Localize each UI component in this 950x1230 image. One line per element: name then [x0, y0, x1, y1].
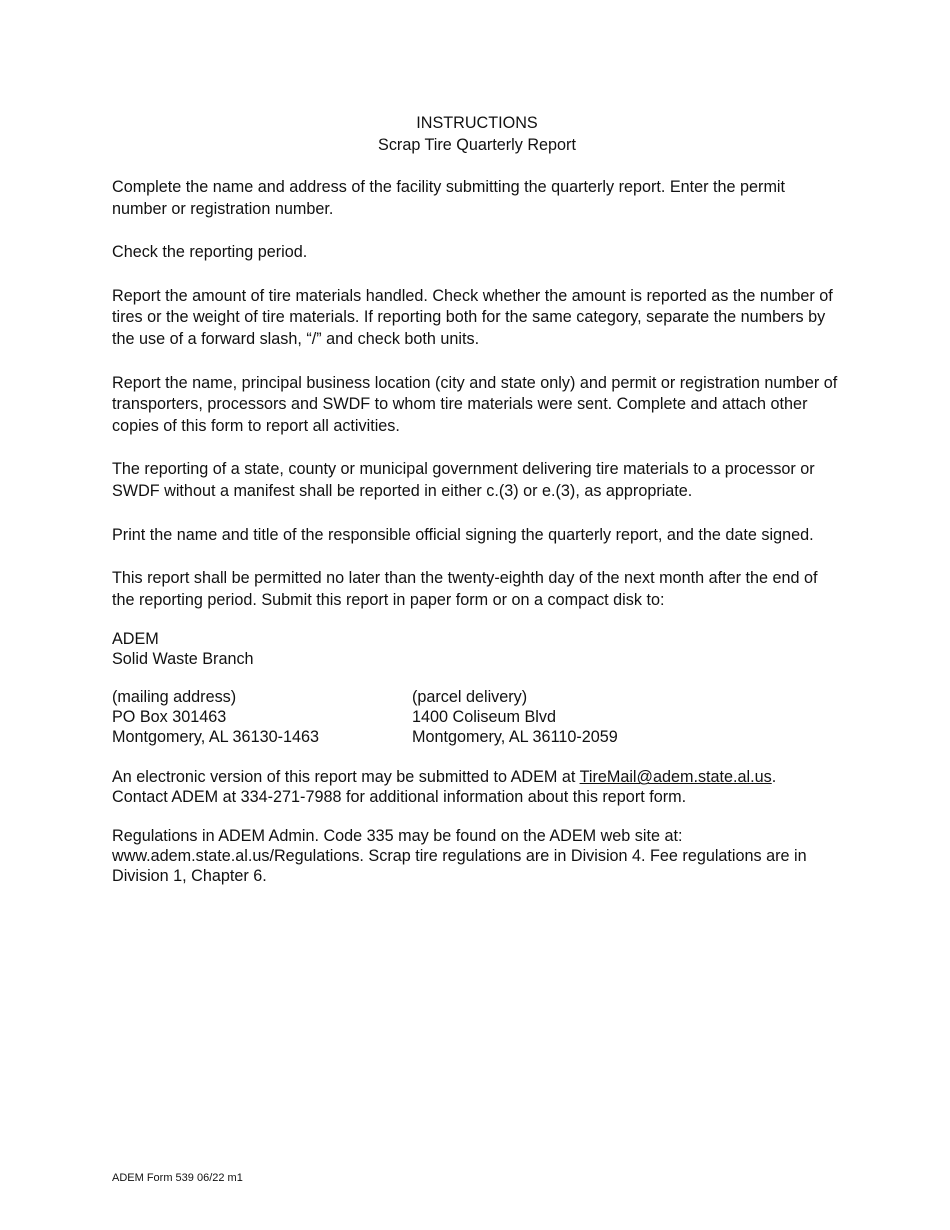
mailing-address — [112, 687, 412, 747]
instruction-period: Check the reporting period. — [112, 243, 308, 262]
instructions-page — [112, 112, 842, 908]
instruction-deadline: This report shall be permitted no later than the twenty-eighth day of the next month after the end of the reporting period. Submit this report in paper form or on a compact disk to: — [112, 569, 818, 609]
instruction-government: The reporting of a state, county or municipal government delivering tire materials to a processor or SWDF without a manifest shall be reported in either c.(3) or e.(3), as appropriate. — [112, 460, 815, 500]
instruction-amount: Report the amount of tire materials handled. Check whether the amount is reported as the number of tires or the weight of tire materials. If reporting both for the same category, separate the numbers by the use of a forward slash, “/” and check both units. — [112, 286, 833, 348]
parcel-line2: Montgomery, AL 36110-2059 — [412, 728, 618, 747]
agency-block — [112, 629, 842, 669]
mailing-line2: Montgomery, AL 36130-1463 — [112, 728, 319, 747]
email-link[interactable]: TireMail@adem.state.al.us — [579, 768, 772, 787]
page-title: INSTRUCTIONS — [416, 114, 538, 132]
regulations-info: Regulations in ADEM Admin. Code 335 may be found on the ADEM web site at: www.adem.state.al.us/Regulations. Scrap tire regulations are in Division 4. Fee regulations are in Division 1, Chapter 6. — [112, 827, 807, 886]
agency-name: ADEM — [112, 630, 159, 649]
parcel-line1: 1400 Coliseum Blvd — [412, 708, 556, 727]
title-block — [112, 112, 842, 156]
parcel-label: (parcel delivery) — [412, 688, 528, 707]
agency-branch: Solid Waste Branch — [112, 650, 254, 669]
instruction-facility: Complete the name and address of the facility submitting the quarterly report. Enter the permit number or registration number. — [112, 178, 786, 218]
mailing-line1: PO Box 301463 — [112, 708, 227, 727]
instruction-transporters: Report the name, principal business location (city and state only) and permit or registration number of transporters, processors and SWDF to whom tire materials were sent. Complete and attach other copies of this form to report all activities. — [112, 373, 838, 435]
contact-info: Contact ADEM at 334-271-7988 for additional information about this report form. — [112, 788, 687, 807]
address-columns — [112, 687, 842, 747]
parcel-address — [412, 687, 812, 747]
page-subtitle: Scrap Tire Quarterly Report — [378, 136, 576, 154]
electronic-suffix: . — [771, 768, 777, 787]
instruction-official: Print the name and title of the responsible official signing the quarterly report, and the date signed. — [112, 525, 814, 544]
form-footer: ADEM Form 539 06/22 m1 — [112, 1172, 243, 1184]
electronic-submission — [112, 767, 842, 807]
electronic-prefix: An electronic version of this report may be submitted to ADEM at — [112, 768, 580, 787]
mailing-label: (mailing address) — [112, 688, 237, 707]
